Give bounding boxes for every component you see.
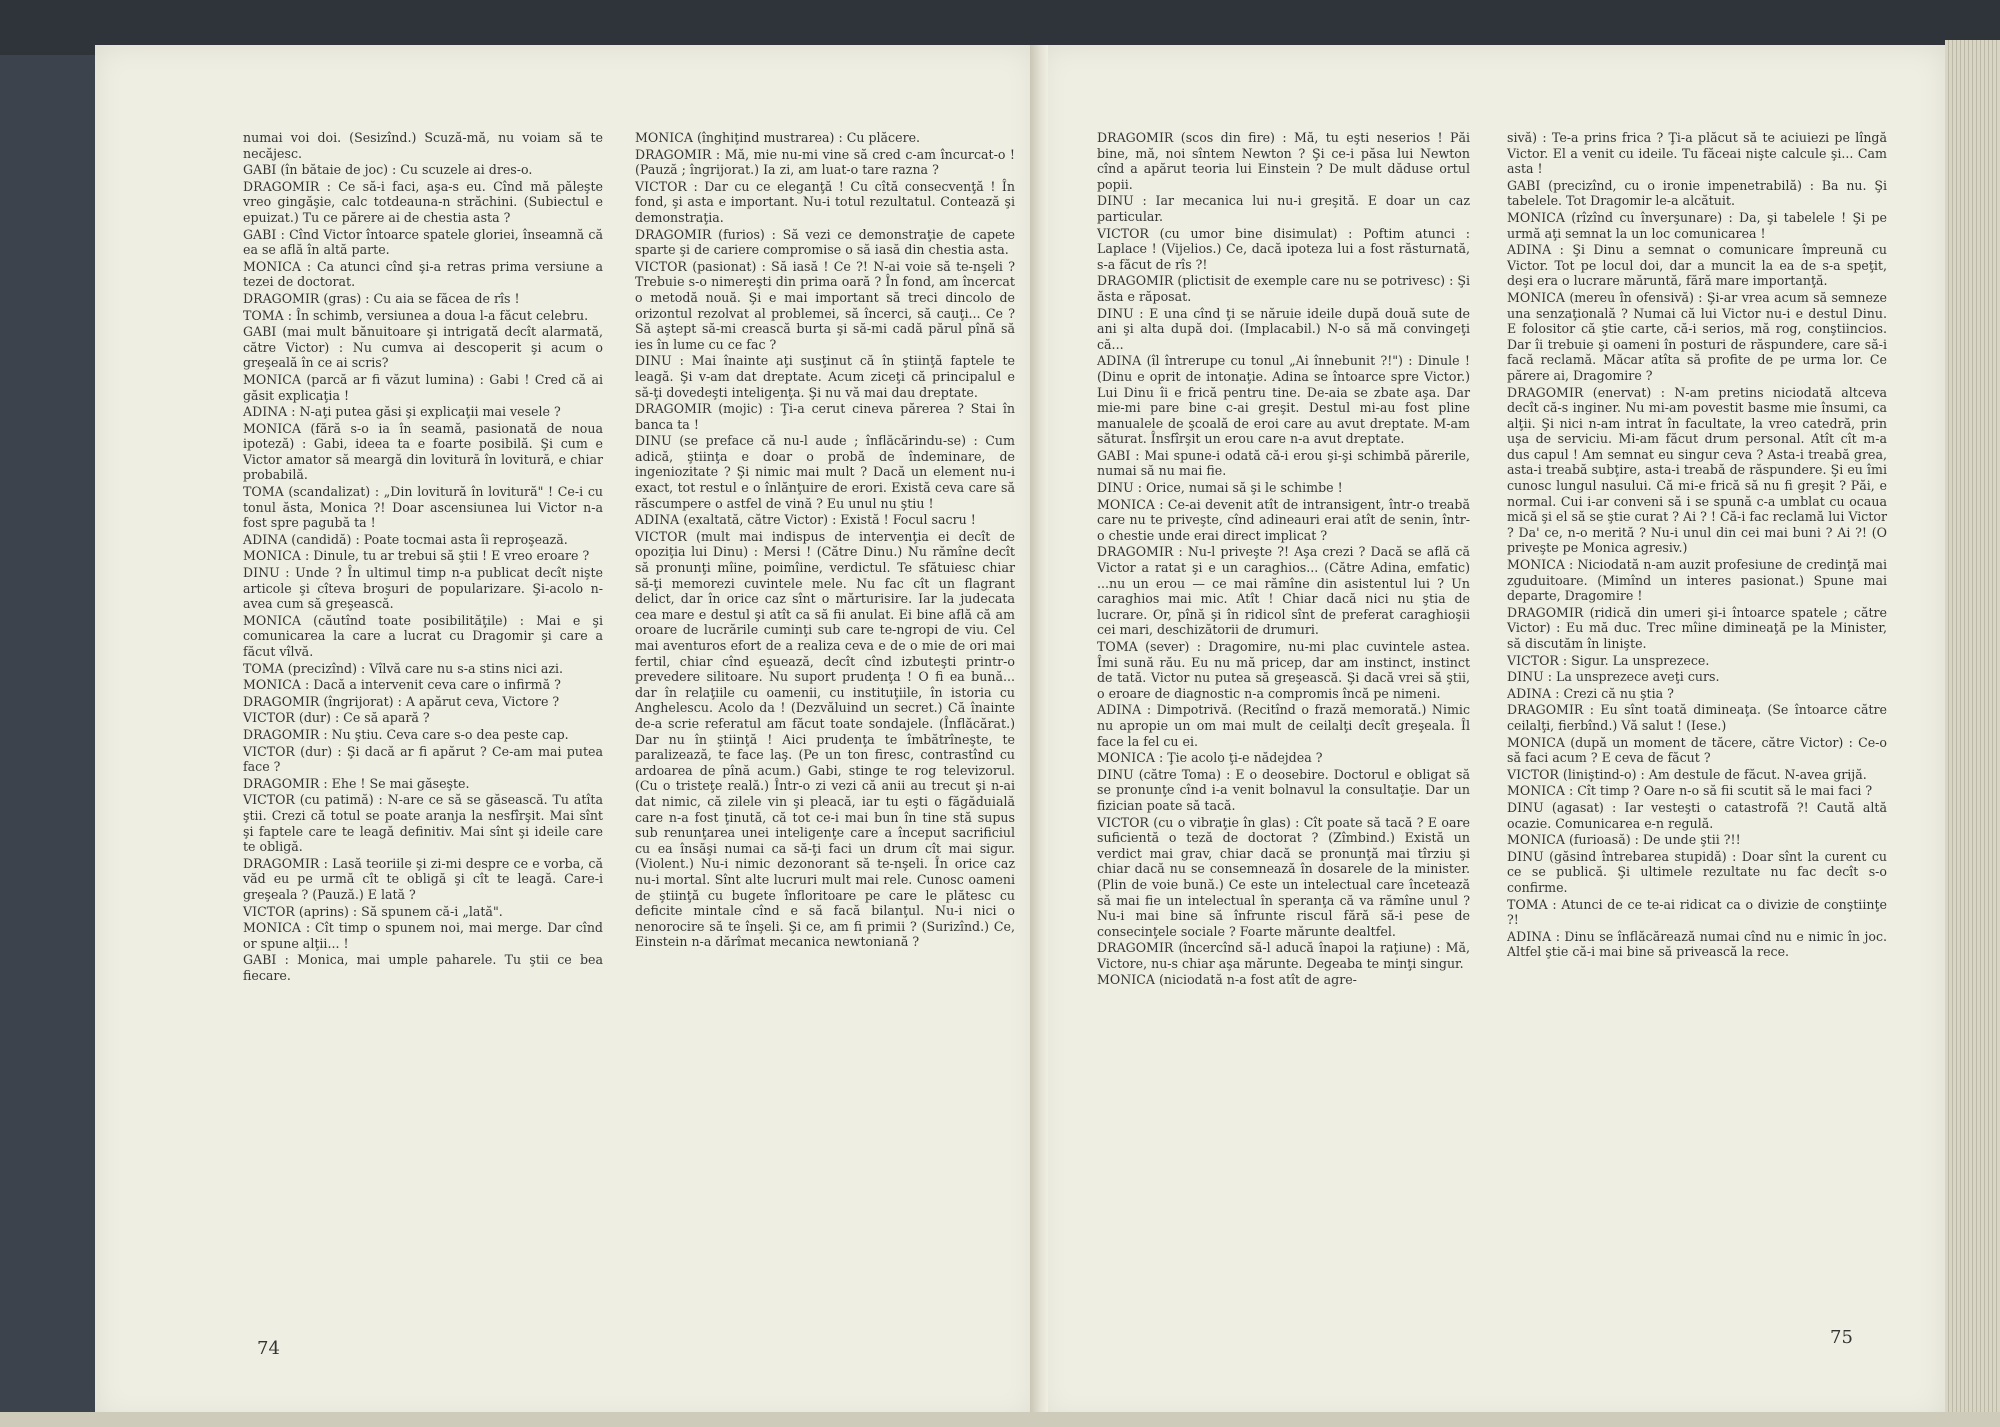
- dialogue-paragraph: sivă) : Te-a prins frica ? Ţi-a plăcut să te aciuiezi pe lîngă Victor. El a venit cu ideile. Tu făceai nişte calcule şi... Cam asta !: [1507, 130, 1887, 177]
- dialogue-paragraph: DINU : Mai înainte aţi susţinut că în ştiinţă faptele te leagă. Şi v-am dat dreptate. Acum ziceţi că principalul e să-ţi dovedeşti inteligenţa. Şi nu vă mai dau dreptate.: [635, 353, 1015, 400]
- dialogue-paragraph: DRAGOMIR (gras) : Cu aia se făcea de rîs !: [243, 290, 520, 306]
- dialogue-paragraph: GABI (precizînd, cu o ironie impenetrabilă) : Ba nu. Şi tabelele. Tot Dragomir le-a alcătuit.: [1507, 177, 1887, 209]
- text-column-4: [1507, 130, 1887, 961]
- dialogue-paragraph: DINU : E una cînd ţi se năruie ideile după două sute de ani şi alta după doi. (Implacabil.) N-o să mă convingeţi că...: [1097, 305, 1470, 352]
- dialogue-paragraph: ADINA : Crezi că nu ştia ?: [1507, 685, 1674, 701]
- dialogue-paragraph: TOMA : Atunci de ce te-ai ridicat ca o divizie de conştiinţe ?!: [1507, 896, 1887, 928]
- dialogue-paragraph: MONICA (rîzînd cu înverşunare) : Da, şi tabelele ! Şi pe urmă aţi semnat la un loc comunicarea !: [1507, 209, 1887, 241]
- dialogue-paragraph: DINU (agasat) : Iar vesteşti o catastrofă ?! Caută altă ocazie. Comunicarea e-n regulă.: [1507, 799, 1887, 831]
- dialogue-paragraph: MONICA : Ca atunci cînd şi-a retras prima versiune a tezei de doctorat.: [243, 258, 603, 290]
- page-edge-stack: [1945, 40, 2000, 1427]
- page-bottom-edge: [0, 1412, 2000, 1427]
- dialogue-paragraph: DINU : Orice, numai să şi le schimbe !: [1097, 480, 1343, 496]
- dialogue-paragraph: VICTOR (liniştind-o) : Am destule de făcut. N-avea grijă.: [1507, 766, 1867, 782]
- dialogue-paragraph: DRAGOMIR : Ce să-i faci, aşa-s eu. Cînd mă păleşte vreo gingăşie, calc totdeauna-n străchini. (Subiectul e epuizat.) Tu ce părere ai de chestia asta ?: [243, 178, 603, 225]
- dialogue-paragraph: GABI (în bătaie de joc) : Cu scuzele ai dres-o.: [243, 162, 533, 178]
- page-number-left: 74: [257, 1338, 280, 1359]
- dialogue-paragraph: DRAGOMIR : Nu-l priveşte ?! Aşa crezi ? Dacă se află că Victor a ratat şi e un caraghios... (Către Adina, emfatic) ...nu un erou — ce mai rămîne din asistentul lui ? Un caraghios mai mic. Atît ! Chiar dacă nici nu ştia de lucrare. Or, pînă şi în ridicol sînt de preferat caraghioşii cei mari, deschizătorii de drumuri.: [1097, 544, 1470, 638]
- dialogue-paragraph: MONICA (după un moment de tăcere, către Victor) : Ce-o să faci acum ? E ceva de făcut ?: [1507, 734, 1887, 766]
- dialogue-paragraph: VICTOR (cu patimă) : N-are ce să se găsească. Tu atîta ştii. Crezi că totul se poate aranja la nesfîrşit. Mai sînt şi faptele care te leagă definitiv. Mai sînt şi ideile care te obligă.: [243, 792, 603, 855]
- dialogue-paragraph: GABI : Monica, mai umple paharele. Tu ştii ce bea fiecare.: [243, 952, 603, 983]
- text-column-3: [1097, 130, 1470, 989]
- dialogue-paragraph: MONICA : Niciodată n-am auzit profesiune de credinţă mai zguduitoare. (Mimînd un interes pasionat.) Spune mai departe, Dragomire !: [1507, 557, 1887, 604]
- dialogue-paragraph: numai voi doi. (Sesizînd.) Scuză-mă, nu voiam să te necăjesc.: [243, 130, 603, 161]
- text-column-2: [635, 130, 1015, 951]
- dialogue-paragraph: DRAGOMIR : Ehe ! Se mai găseşte.: [243, 775, 470, 791]
- dialogue-paragraph: DRAGOMIR : Mă, mie nu-mi vine să cred c-am încurcat-o ! (Pauză ; îngrijorat.) Ia zi, am luat-o tare razna ?: [635, 146, 1015, 178]
- dialogue-paragraph: ADINA : N-aţi putea găsi şi explicaţii mai vesele ?: [243, 404, 561, 420]
- dialogue-paragraph: DRAGOMIR (enervat) : N-am pretins niciodată altceva decît că-s inginer. Nu mi-am povestit basme mie însumi, ca alţii. Şi nici n-am intrat în facultate, la vreo catedră, prin uşa de serviciu. Mi-am făcut drum personal. Atît cît m-a dus capul ! Am semnat eu singur ceva ? Asta-i treabă grea, asta-i treabă subţire, asta-i treabă de răspundere. Şi eu îmi cunosc lungul nasului. Că mi-e frică să nu fi greşit ? Păi, e normal. Cui i-ar conveni să i se spună c-a umblat cu ocaua mică şi el să se ştie curat ? Ai ? ! Că-i fac reclamă lui Victor ? Da' ce, n-o merită ? Nu-i unul din cei mai buni ? Ai ?! (O priveşte pe Monica agresiv.): [1507, 384, 1887, 556]
- dialogue-paragraph: ADINA : Dimpotrivă. (Recitînd o frază memorată.) Nimic nu apropie un om mai mult de ceilalţi decît greşeala. Îl face la fel cu ei.: [1097, 702, 1470, 749]
- dialogue-paragraph: DINU (se preface că nu-l aude ; înflăcărindu-se) : Cum adică, ştiinţa e doar o probă de îndeminare, de ingeniozitate ? Şi nimic mai mult ? Dacă un element nu-i exact, tot restul e o înlănţuire de erori. Există ceva care să răscumpere o astfel de vină ? Eu unul nu ştiu !: [635, 433, 1015, 511]
- dialogue-paragraph: DRAGOMIR : Lasă teoriile şi zi-mi despre ce e vorba, că văd eu pe urmă cît te obligă şi cît te leagă. Care-i greşeala ? (Pauză.) E lată ?: [243, 855, 603, 902]
- dialogue-paragraph: DRAGOMIR (furios) : Să vezi ce demonstraţie de capete sparte şi de cariere compromise o să iasă din chestia asta.: [635, 226, 1015, 258]
- dialogue-paragraph: MONICA : Cît timp o spunem noi, mai merge. Dar cînd or spune alţii... !: [243, 920, 603, 951]
- dialogue-paragraph: MONICA : Dacă a intervenit ceva care o infirmă ?: [243, 677, 561, 693]
- dialogue-paragraph: VICTOR (mult mai indispus de intervenţia ei decît de opoziţia lui Dinu) : Mersi ! (Către Dinu.) Nu rămîne decît să pronunţi mîine, poimîine, verdictul. Te sfătuiesc chiar să-ţi memorezi cuvintele mele. Nu fac cît un flagrant delict, dar în orice caz sînt o mărturisire. Iar la judecata cea mare e destul şi atît ca să fii anulat. Ei bine află că am oroare de lucrările cuminţi sub care te-ngropi de viu. Cel mai aventuros efort de a realiza ceva e de o mie de ori mai fertil, chiar cînd eşuează, decît cînd izbuteşti printr-o prevedere silitoare. Nu suport prudenţa ! O fi ea bună... dar în relaţiile cu oamenii, cu instituţiile, în istoria cu Anghelescu. Acolo da ! (Dezvăluind un secret.) Că înainte de-a scrie referatul am făcut toate sondajele. (Înflăcărat.) Dar nu în ştiinţă ! Aici prudenţa te îmbătrîneşte, te paralizează, te face laş. (Pe un ton firesc, contrastînd cu ardoarea de pînă acum.) Gabi, stinge te rog televizorul. (Cu o tristeţe reală.) Într-o zi vezi că anii au trecut şi n-ai dat nimic, că zilele vin şi pleacă, iar tu eşti o făgăduială care n-a fost ţinută, că tot ce-i mai bun în tine stă supus sub renunţarea unei inteligenţe care a început sacrificiul cu ea însăşi numai ca să-ţi faci un drum cît mai sigur. (Violent.) Nu-i nimic dezonorant să te-nşeli. În orice caz nu-i mortal. Sînt alte lucruri mult mai rele. Cunosc oameni de ştiinţă cu bugete înfloritoare pe care le plătesc cu deficite mintale cînd e să facă bilanţul. Nu-i nici o nenorocire să te înşeli. Şi ce, am fi primii ? (Surizînd.) Ce, Einstein n-a dărîmat mecanica newtoniană ?: [635, 528, 1015, 950]
- dialogue-paragraph: DRAGOMIR (încercînd să-l aducă înapoi la raţiune) : Mă, Victore, nu-s chiar aşa mărunte. Degeaba te minţi singur.: [1097, 940, 1470, 971]
- dialogue-paragraph: ADINA (candidă) : Poate tocmai asta îi reproşează.: [243, 531, 568, 547]
- dialogue-paragraph: TOMA (scandalizat) : „Din lovitură în lovitură" ! Ce-i cu tonul ăsta, Monica ?! Doar ascensiunea lui Victor n-a fost spre pagubă ta !: [243, 484, 603, 531]
- dialogue-paragraph: VICTOR (cu o vibraţie în glas) : Cît poate să tacă ? E oare suficientă o teză de doctorat ? (Zîmbind.) Există un verdict mai grav, chiar dacă se pronunţă mai tîrziu şi chiar dacă nu se consemnează în dosarele de la minister. (Plin de voie bună.) Ce este un intelectual care încetează să mai fie un intelectual în speranţa că va rămîne unul ? Nu-i mai bine să înfrunte riscul fără să-i pese de consecinţele sociale ? Foarte mărunte dealtfel.: [1097, 814, 1470, 939]
- dialogue-paragraph: ADINA : Dinu se înflăcărează numai cînd nu e nimic în joc. Altfel ştie că-i mai bine să privească la rece.: [1507, 928, 1887, 960]
- dialogue-paragraph: ADINA : Şi Dinu a semnat o comunicare împreună cu Victor. Tot pe locul doi, dar a muncit la ea de s-a speţit, deşi era o lucrare măruntă, fără mare importanţă.: [1507, 242, 1887, 289]
- dialogue-paragraph: DINU : Iar mecanica lui nu-i greşită. E doar un caz particular.: [1097, 193, 1470, 224]
- dialogue-paragraph: DRAGOMIR (scos din fire) : Mă, tu eşti neserios ! Păi bine, mă, noi sîntem Newton ? Şi ce-i păsa lui Newton cînd a apărut teoria lui Einstein ? De mult dăduse ortul popii.: [1097, 130, 1470, 192]
- book-gutter: [1030, 45, 1048, 1420]
- dialogue-paragraph: VICTOR (pasionat) : Să iasă ! Ce ?! N-ai voie să te-nşeli ? Trebuie s-o nimereşti din prima oară ? În fond, am încercat o metodă nouă. Şi e mai important să treci dincolo de orizontul rezolvat al problemei, să încerci, să cauţi... Ce ? Să aştept să-mi crească burta şi să-mi cadă părul pînă să ies în lume cu ce fac ?: [635, 258, 1015, 352]
- dialogue-paragraph: DRAGOMIR (plictisit de exemple care nu se potrivesc) : Şi ăsta e răposat.: [1097, 273, 1470, 304]
- dialogue-paragraph: MONICA (niciodată n-a fost atît de agre-: [1097, 972, 1357, 988]
- dialogue-paragraph: MONICA (mereu în ofensivă) : Şi-ar vrea acum să semneze una senzaţională ? Numai că lui Victor nu-i e destul Dinu. E folositor că ştie carte, că-i serios, mă rog, conştiincios. Dar îi trebuie şi oameni în posturi de răspundere, care să-i facă reclamă. Măcar atîta să profite de pe urma lor. Ce părere ai, Dragomire ?: [1507, 289, 1887, 383]
- dialogue-paragraph: DRAGOMIR : Nu ştiu. Ceva care s-o dea peste cap.: [243, 726, 569, 742]
- dialogue-paragraph: GABI : Cînd Victor întoarce spatele gloriei, înseamnă că ea se află în altă parte.: [243, 226, 603, 258]
- dialogue-paragraph: MONICA : Dinule, tu ar trebui să ştii ! E vreo eroare ?: [243, 548, 590, 564]
- dialogue-paragraph: ADINA (îl întrerupe cu tonul „Ai înnebunit ?!") : Dinule ! (Dinu e oprit de intonaţie. Adina se întoarce spre Victor.) Lui Dinu îi e frică pentru tine. De-aia se zbate aşa. Dar mie-mi pare bine c-ai greşit. Destul mi-au fost pline manualele de şcoală de eroi care au avut dreptate. M-am săturat. Însfîrşit un erou care n-a avut dreptate.: [1097, 353, 1470, 447]
- page-number-right: 75: [1830, 1327, 1853, 1348]
- dialogue-paragraph: VICTOR (cu umor bine disimulat) : Poftim atunci : Laplace ! (Vijelios.) Ce, dacă ipoteza lui a fost răsturnată, s-a făcut de rîs ?!: [1097, 225, 1470, 272]
- dialogue-paragraph: DINU (către Toma) : E o deosebire. Doctorul e obligat să se pronunţe cînd i-a venit bolnavul la consultaţie. Dar un fizician poate să tacă.: [1097, 766, 1470, 813]
- dialogue-paragraph: DINU : Unde ? În ultimul timp n-a publicat decît nişte articole şi cîteva broşuri de popularizare. Şi-acolo n-avea cum să greşească.: [243, 565, 603, 612]
- dialogue-paragraph: MONICA (căutînd toate posibilităţile) : Mai e şi comunicarea la care a lucrat cu Dragomir şi care a făcut vîlvă.: [243, 612, 603, 659]
- dialogue-paragraph: MONICA : Cît timp ? Oare n-o să fii scutit să le mai faci ?: [1507, 783, 1873, 799]
- dialogue-paragraph: MONICA : Ce-ai devenit atît de intransigent, într-o treabă care nu te priveşte, cînd adineauri erai atît de senin, într-o chestie unde erai direct implicat ?: [1097, 496, 1470, 543]
- dialogue-paragraph: VICTOR : Dar cu ce eleganţă ! Cu cîtă consecvenţă ! În fond, şi asta e important. Nu-i totul rezultatul. Contează şi demonstraţia.: [635, 178, 1015, 225]
- dialogue-paragraph: GABI : Mai spune-i odată că-i erou şi-şi schimbă părerile, numai să nu mai fie.: [1097, 447, 1470, 479]
- dialogue-paragraph: VICTOR : Sigur. La unsprezece.: [1507, 652, 1710, 668]
- dialogue-paragraph: MONICA (parcă ar fi văzut lumina) : Gabi ! Cred că ai găsit explicaţia !: [243, 371, 603, 403]
- dialogue-paragraph: DRAGOMIR (îngrijorat) : A apărut ceva, Victore ?: [243, 693, 560, 709]
- dialogue-paragraph: VICTOR (aprins) : Să spunem că-i „lată".: [243, 903, 503, 919]
- dialogue-paragraph: MONICA (fără s-o ia în seamă, pasionată de noua ipoteză) : Gabi, ideea ta e foarte posibilă. Şi cum e Victor amator să meargă din lovitură în lovitură, e chiar probabilă.: [243, 420, 603, 483]
- dialogue-paragraph: DRAGOMIR (ridică din umeri şi-i întoarce spatele ; către Victor) : Eu mă duc. Trec mîine dimineaţă pe la Minister, să discutăm în linişte.: [1507, 604, 1887, 651]
- dialogue-paragraph: TOMA (precizînd) : Vîlvă care nu s-a stins nici azi.: [243, 660, 564, 676]
- dialogue-paragraph: TOMA : În schimb, versiunea a doua l-a făcut celebru.: [243, 307, 589, 323]
- dialogue-paragraph: MONICA : Ţie acolo ţi-e nădejdea ?: [1097, 750, 1323, 766]
- dialogue-paragraph: MONICA (furioasă) : De unde ştii ?!!: [1507, 832, 1741, 848]
- dialogue-paragraph: MONICA (înghiţind mustrarea) : Cu plăcere.: [635, 130, 921, 145]
- dialogue-paragraph: DRAGOMIR : Eu sînt toată dimineaţa. (Se întoarce către ceilalţi, fierbînd.) Vă salut ! (Iese.): [1507, 702, 1887, 733]
- dialogue-paragraph: TOMA (sever) : Dragomire, nu-mi plac cuvintele astea. Îmi sună rău. Eu nu mă pricep, dar am instinct, instinct de tată. Victor nu putea să greşească. Şi dacă vrei să ştii, o eroare de diagnostic n-a compromis încă pe nimeni.: [1097, 639, 1470, 701]
- dialogue-paragraph: ADINA (exaltată, către Victor) : Există ! Focul sacru !: [635, 512, 976, 528]
- dialogue-paragraph: DRAGOMIR (mojic) : Ţi-a cerut cineva părerea ? Stai în banca ta !: [635, 401, 1015, 432]
- dialogue-paragraph: VICTOR (dur) : Ce să apară ?: [243, 710, 430, 726]
- dialogue-paragraph: DINU (găsind întrebarea stupidă) : Doar sînt la curent cu ce se publică. Şi ultimele rezultate nu fac decît s-o confirme.: [1507, 848, 1887, 895]
- dialogue-paragraph: GABI (mai mult bănuitoare şi intrigată decît alarmată, către Victor) : Nu cumva ai descoperit şi acum o greşeală în ce ai scris?: [243, 324, 603, 371]
- dialogue-paragraph: DINU : La unsprezece aveţi curs.: [1507, 669, 1720, 685]
- dialogue-paragraph: VICTOR (dur) : Şi dacă ar fi apărut ? Ce-am mai putea face ?: [243, 743, 603, 775]
- text-column-1: [243, 130, 603, 984]
